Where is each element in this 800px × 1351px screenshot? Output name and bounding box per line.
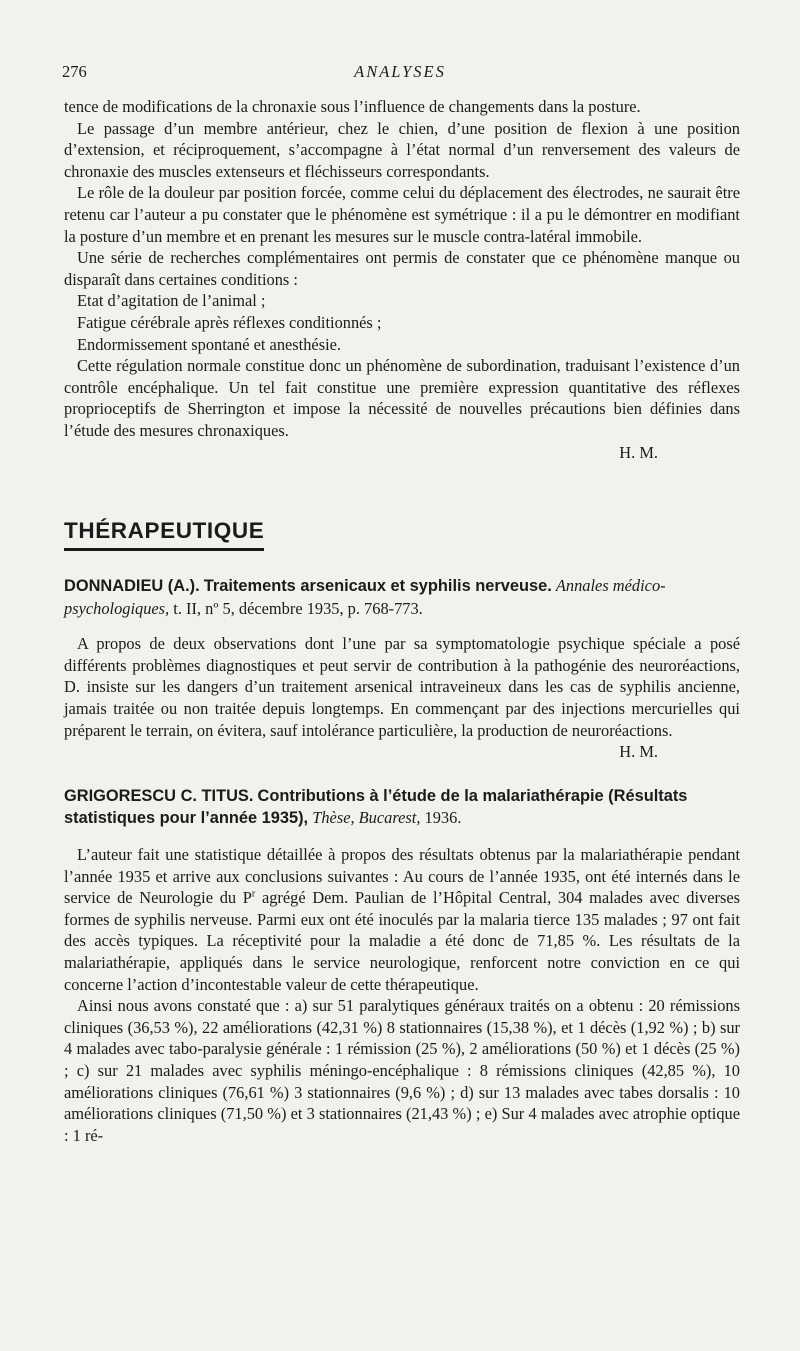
review-details: 1936. xyxy=(424,808,462,828)
paragraph-continuation: tence de modifications de la chronaxie sous l’influence de changements dans la posture. xyxy=(64,97,641,116)
review-author: GRIGORESCU C. TITUS. xyxy=(64,786,254,805)
review-text: A propos de deux observations dont l’une par sa symptomatologie psychique spéciale a posé différents problèmes diagnostiques et peut servir de contribution à la pathogénie des neuroréactions, D. insiste sur les dangers d’un traitement arsenical intraveineux dans les cas de syphilis ancienne, jamais traitée ou non traitée depuis longtemps. En commençant par des injections mercurielles qui préparent le terrain, on évitera, sauf intolérance particulière, la production de neuroréactions. xyxy=(64,634,740,740)
paragraph: Le passage d’un membre antérieur, chez le chien, d’une position de flexion à une position d’extension, et réciproquement, s’accompagne à l’état normal d’un renversement des valeurs de chronaxie des muscles extenseurs et fléchisseurs correspondants. xyxy=(64,118,740,181)
review-text-part: L’auteur fait une statistique détaillée à propos des résultats obtenus par la malariathérapie pendant l’année 1935 et arrive aux conclusions suivantes : Au cours de l’année 1935, ont été internés dans le service de Neurologie du P xyxy=(64,845,740,908)
review-details: t. II, nº 5, décembre 1935, p. 768-773. xyxy=(173,598,423,618)
signature: H. M. xyxy=(619,742,658,762)
review-article-title: Traitements arsenicaux et syphilis nerveuse. xyxy=(203,577,552,596)
paragraph: Le rôle de la douleur par position forcée, comme celui du déplacement des électrodes, ne saurait être retenu car l’auteur a pu constater que le phénomène est symétrique : il a pu le démontrer en modifiant la posture d’un membre et en prenant les mesures sur le muscle contra-latéral immobile. xyxy=(64,183,740,246)
review-journal: Annales médico-psychologiques, xyxy=(64,576,666,618)
running-title: ANALYSES xyxy=(354,62,446,81)
list-item: Fatigue cérébrale après réflexes conditionnés ; xyxy=(77,312,382,332)
review-journal: Thèse, Bucarest, xyxy=(312,808,421,828)
paragraph: Cette régulation normale constitue donc un phénomène de subordination, traduisant l’existence d’un contrôle encéphalique. Un tel fait constitue une première expression quantitative des réflexes proprioceptifs de Sherrington et impose la nécessité de nouvelles précautions bien définies dans l’étude des mesures chronaxiques. xyxy=(64,356,740,440)
review-text-part: agrégé Dem. Paulian de l’Hôpital Central, 304 malades avec diverses formes de syphilis nerveuse. Parmi eux ont été inoculés par la malaria tierce 135 malades ; 97 ont fait des accès typiques. La réceptivité pour la maladie a été donc de 71,85 %. Les résultats de la malariathérapie, appliqués dans le service neurologique, renforcent notre conviction en ce qui concerne l’action d’incontestable valeur de cette thérapeutique. xyxy=(64,888,740,994)
superscript: r xyxy=(251,888,256,900)
review-author: DONNADIEU (A.). xyxy=(64,577,200,596)
page-number: 276 xyxy=(62,62,87,81)
review-reference xyxy=(64,575,740,619)
page-body xyxy=(64,96,740,1146)
review-reference xyxy=(64,785,740,830)
paragraph: Une série de recherches complémentaires ont permis de constater que ce phénomène manque ou disparaît dans certaines conditions : xyxy=(64,248,740,289)
review-article-title: Contributions à l’étude de la malariathérapie (Résultats statistiques pour l’année 1935), xyxy=(64,786,688,828)
list-item: Endormissement spontané et anesthésie. xyxy=(77,334,342,354)
review-text xyxy=(64,844,740,995)
signature: H. M. xyxy=(619,442,658,462)
review-text: Ainsi nous avons constaté que : a) sur 51 paralytiques généraux traités on a obtenu : 20 rémissions cliniques (36,53 %), 22 améliorations (42,31 %) 8 stationnaires (15,38 %), et 1 décès (1,92 %) ; b) sur 4 malades avec tabo-paralysie générale : 1 rémission (25 %), 2 améliorations (50 %) et 1 décès (25 %) ; c) sur 21 malades avec syphilis méningo-encéphalique : 8 rémissions cliniques (42,85 %), 10 améliorations cliniques (76,61 %) 3 stationnaires (9,6 %) ; d) sur 13 malades avec tabes dorsalis : 10 améliorations cliniques (71,50 %) et 3 stationnaires (21,43 %) ; e) Sur 4 malades avec atrophie optique : 1 ré- xyxy=(64,996,740,1145)
running-header xyxy=(62,62,738,84)
list-item: Etat d’agitation de l’animal ; xyxy=(77,291,266,311)
section-heading: THÉRAPEUTIQUE xyxy=(64,518,264,551)
